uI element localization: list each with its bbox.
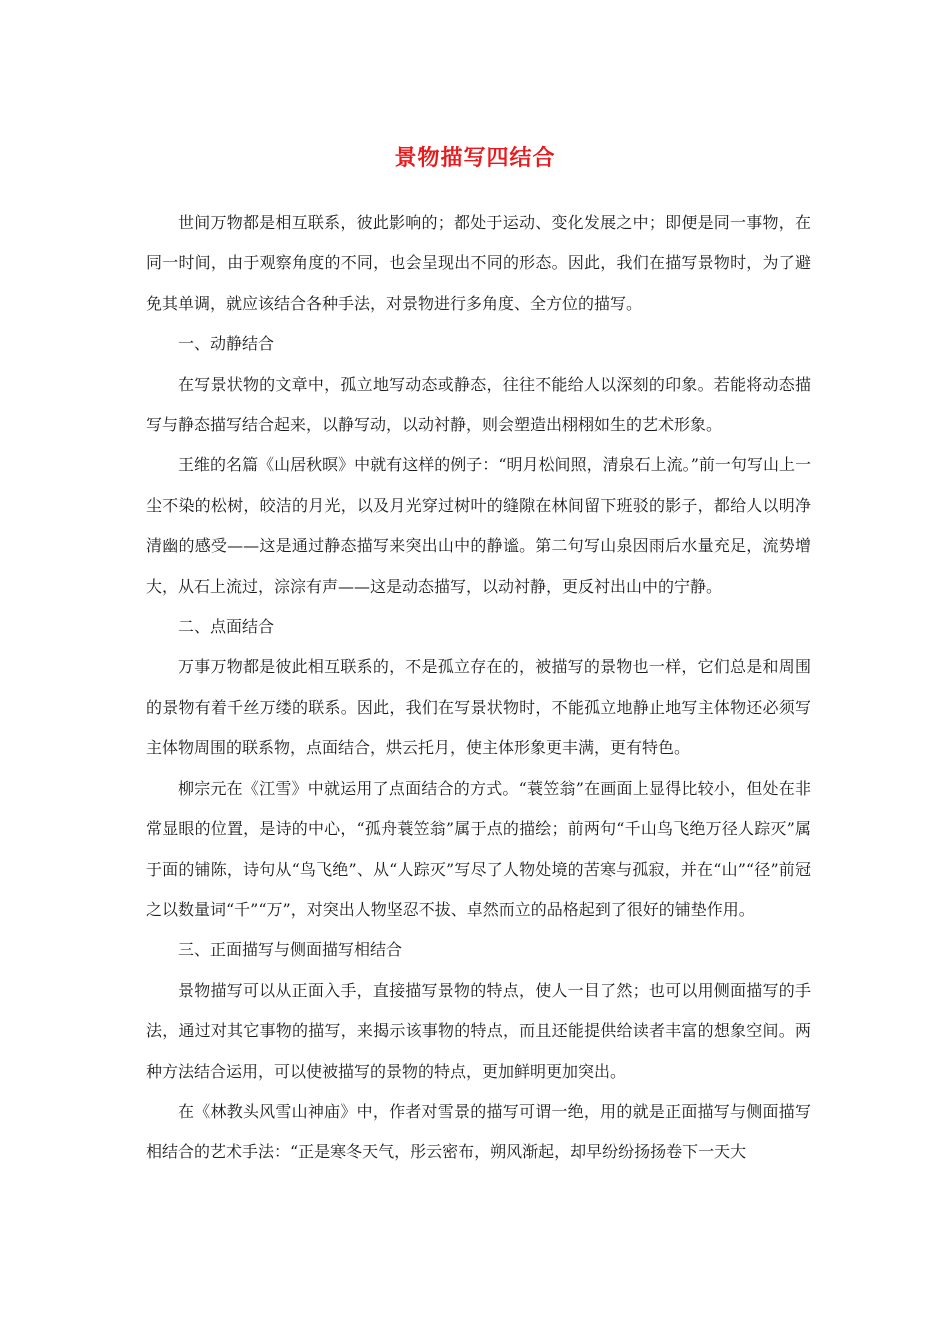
paragraph: 在写景状物的文章中，孤立地写动态或静态，往往不能给人以深刻的印象。若能将动态描写与静态描写结合起来，以静写动，以动衬静，则会塑造出栩栩如生的艺术形象。 [146,374,811,435]
section-heading-1: 一、动静结合 [178,334,275,354]
paragraph: 万事万物都是彼此相互联系的，不是孤立存在的，被描写的景物也一样，它们总是和周围的景物有着千丝万缕的联系。因此，我们在写景状物时，不能孤立地静止地写主体物还必须写主体物周围的联系物，点面结合，烘云托月，使主体形象更丰满，更有特色。 [146,657,811,758]
document-title: 景物描写四结合 [394,145,556,171]
paragraph-intro: 世间万物都是相互联系，彼此影响的；都处于运动、变化发展之中；即便是同一事物，在同一时间，由于观察角度的不同，也会呈现出不同的形态。因此，我们在描写景物时，为了避免其单调，就应该结合各种手法，对景物进行多角度、全方位的描写。 [146,213,811,313]
paragraph: 景物描写可以从正面入手，直接描写景物的特点，使人一目了然；也可以用侧面描写的手法，通过对其它事物的描写，来揭示该事物的特点，而且还能提供给读者丰富的想象空间。两种方法结合运用，可以使被描写的景物的特点，更加鲜明更加突出。 [146,980,811,1081]
paragraph: 柳宗元在《江雪》中就运用了点面结合的方式。“蓑笠翁”在画面上显得比较小，但处在非常显眼的位置，是诗的中心，“孤舟蓑笠翁”属于点的描绘；前两句“千山鸟飞绝万径人踪灭”属于面的铺陈，诗句从“鸟飞绝”、从“人踪灭”写尽了人物处境的苦寒与孤寂，并在“山”“径”前冠之以数量词“千”“万”，对突出人物坚忍不拔、卓然而立的品格起到了很好的铺垫作用。 [146,778,811,919]
paragraph: 王维的名篇《山居秋暝》中就有这样的例子：“明月松间照，清泉石上流。”前一句写山上一尘不染的松树，皎洁的月光，以及月光穿过树叶的缝隙在林间留下班驳的影子，都给人以明净清幽的感受——这是通过静态描写来突出山中的静谧。第二句写山泉因雨后水量充足，流势增大，从石上流过，淙淙有声——这是动态描写，以动衬静，更反衬出山中的宁静。 [146,455,811,596]
paragraph: 在《林教头风雪山神庙》中，作者对雪景的描写可谓一绝，用的就是正面描写与侧面描写相结合的艺术手法：“正是寒冬天气，彤云密布，朔风渐起，却早纷纷扬扬卷下一天大 [146,1101,811,1162]
section-heading-3: 三、正面描写与侧面描写相结合 [178,940,403,960]
section-heading-2: 二、点面结合 [178,617,275,637]
document-body [146,203,811,1173]
